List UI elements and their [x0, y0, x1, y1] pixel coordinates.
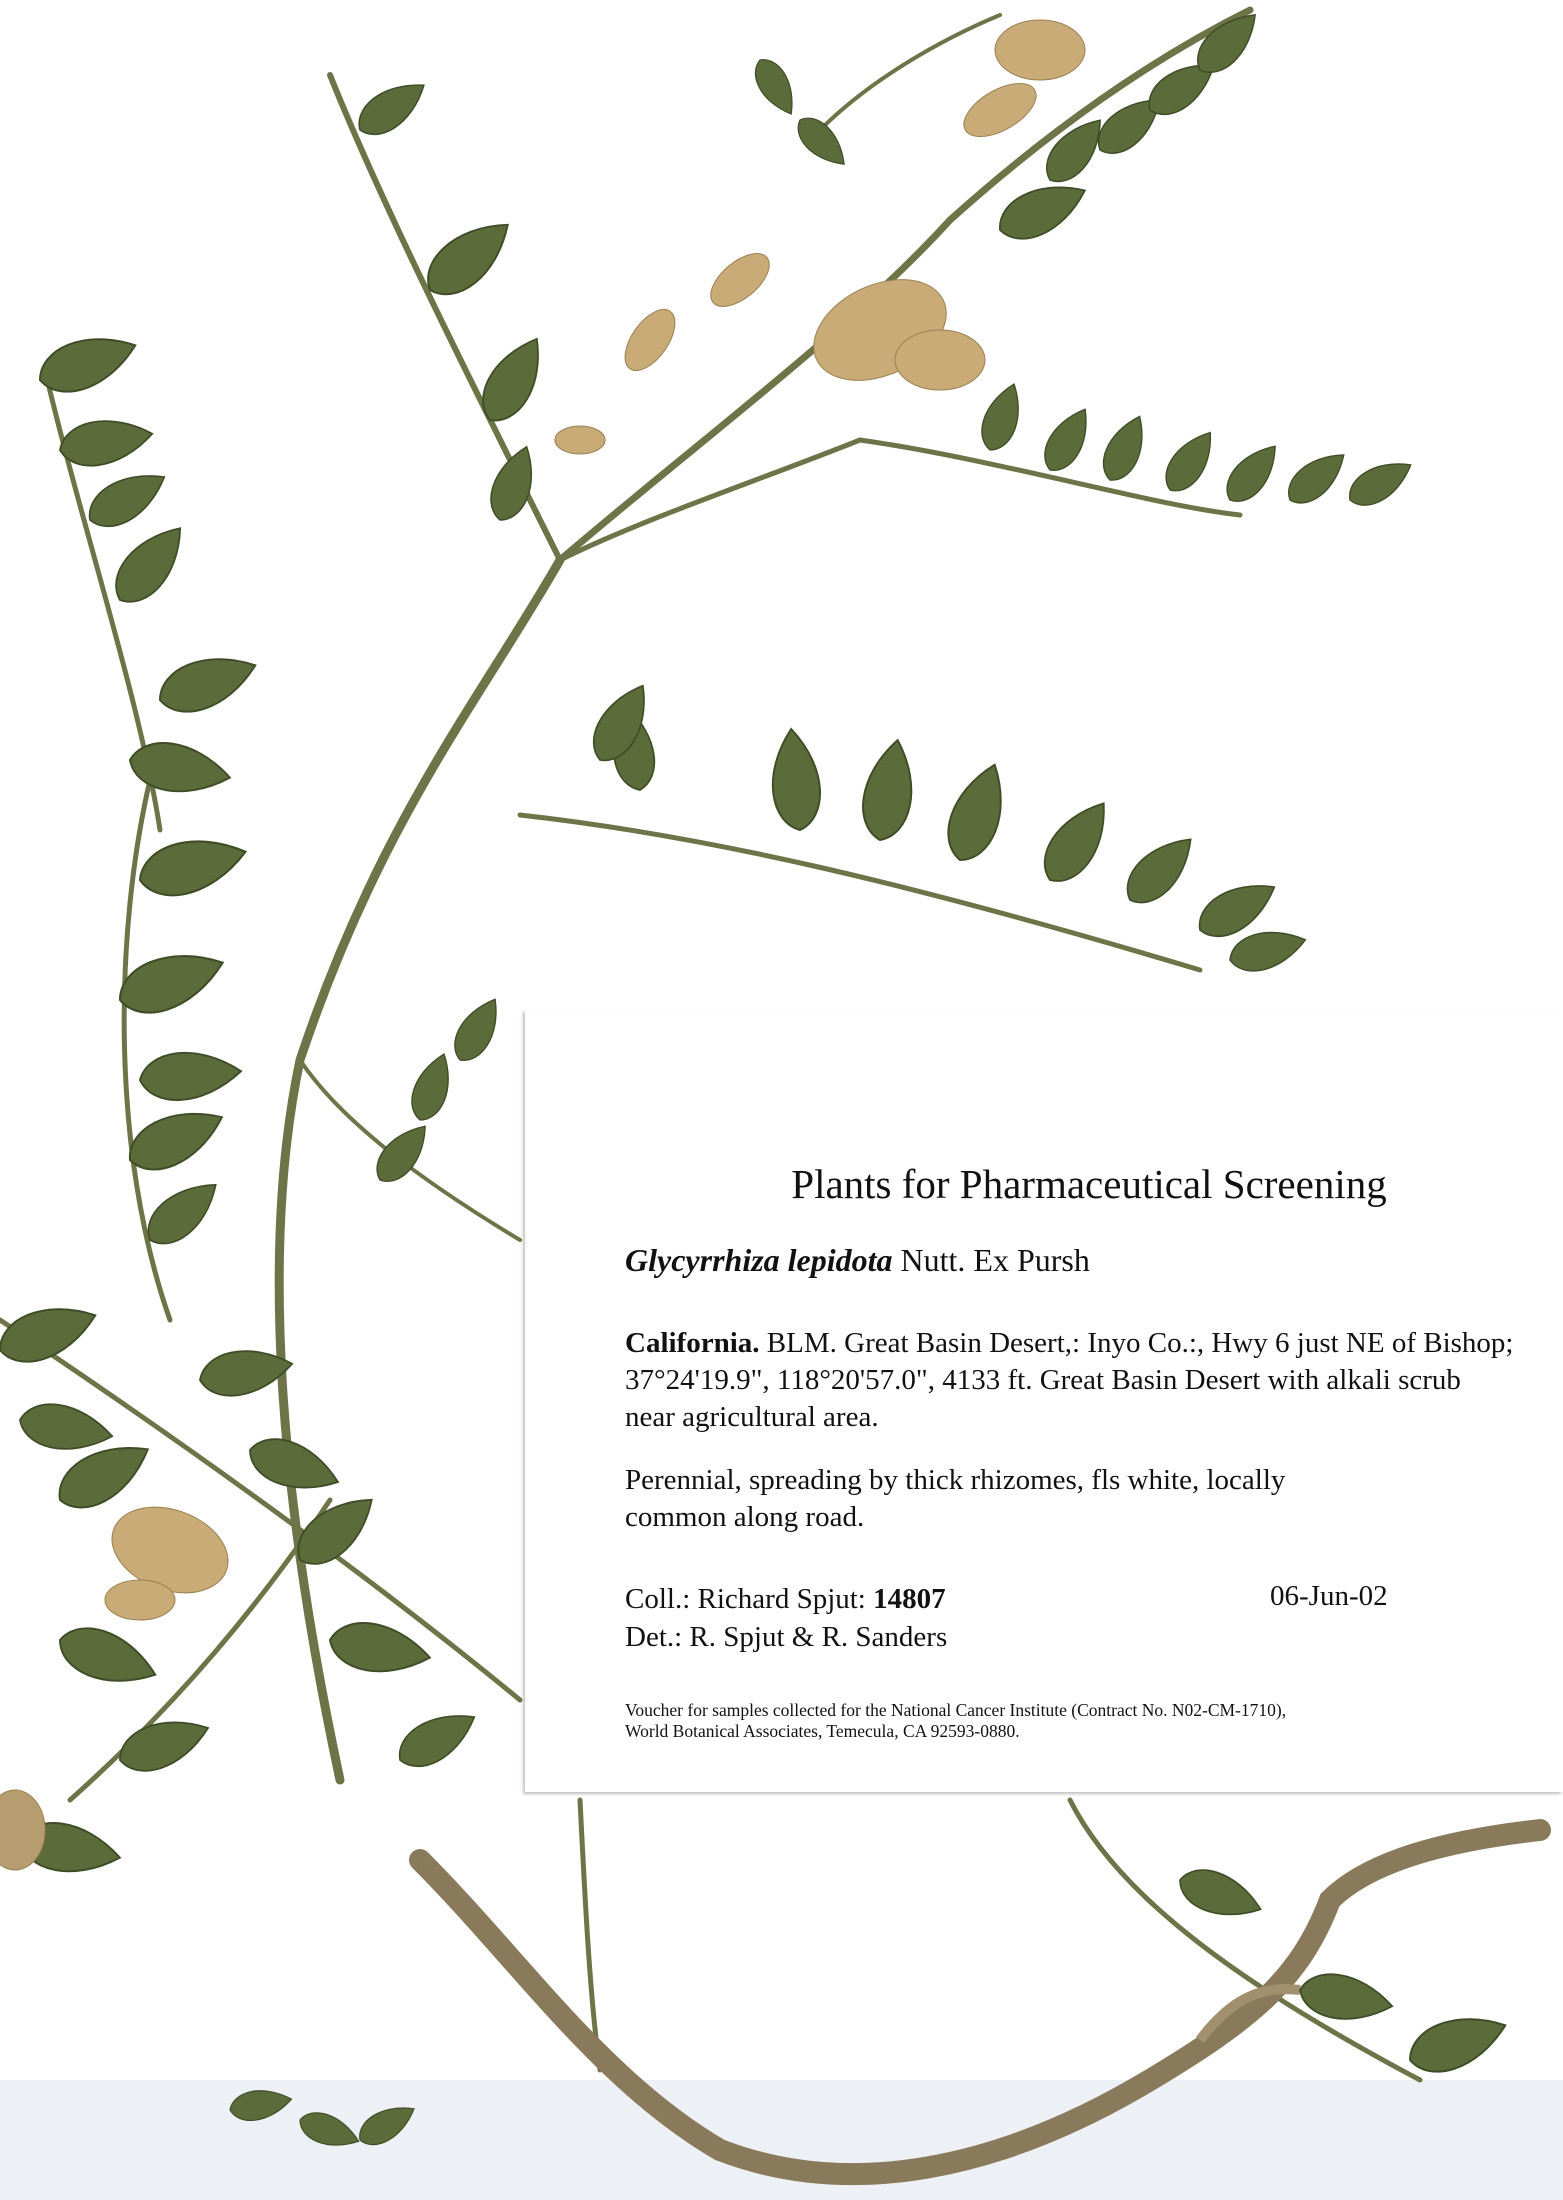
taxon-name: Glycyrrhiza lepidota: [625, 1242, 893, 1278]
specimen-label: [525, 1010, 1563, 1792]
collection-date: 06-Jun-02: [1270, 1580, 1388, 1612]
collection-number: 14807: [873, 1583, 946, 1615]
taxon-line: [625, 1242, 1090, 1279]
taxon-authority: Nutt. Ex Pursh: [900, 1242, 1090, 1278]
label-title: Plants for Pharmaceutical Screening: [791, 1161, 1387, 1207]
collector-line: [625, 1580, 947, 1618]
locality-state: California.: [625, 1327, 760, 1359]
scan-edge-band: [0, 2080, 1563, 2200]
locality-description: BLM. Great Basin Desert,: Inyo Co.:, Hwy 6 just NE of Bishop; 37°24'19.9", 118°20'57.0", 4133 ft. Great Basin Desert with alkali scrub near agricultural area.: [625, 1327, 1514, 1433]
locality-text: [625, 1325, 1515, 1436]
collector-block: [625, 1580, 947, 1656]
voucher-note: Voucher for samples collected for the National Cancer Institute (Contract No. N02-CM-1710), World Botanical Associates, Temecula, CA 92593-0880.: [625, 1700, 1287, 1741]
determiner-line: Det.: R. Spjut & R. Sanders: [625, 1621, 948, 1653]
habit-text: Perennial, spreading by thick rhizomes, fls white, locally common along road.: [625, 1464, 1286, 1533]
collector-name: Coll.: Richard Spjut:: [625, 1583, 866, 1615]
